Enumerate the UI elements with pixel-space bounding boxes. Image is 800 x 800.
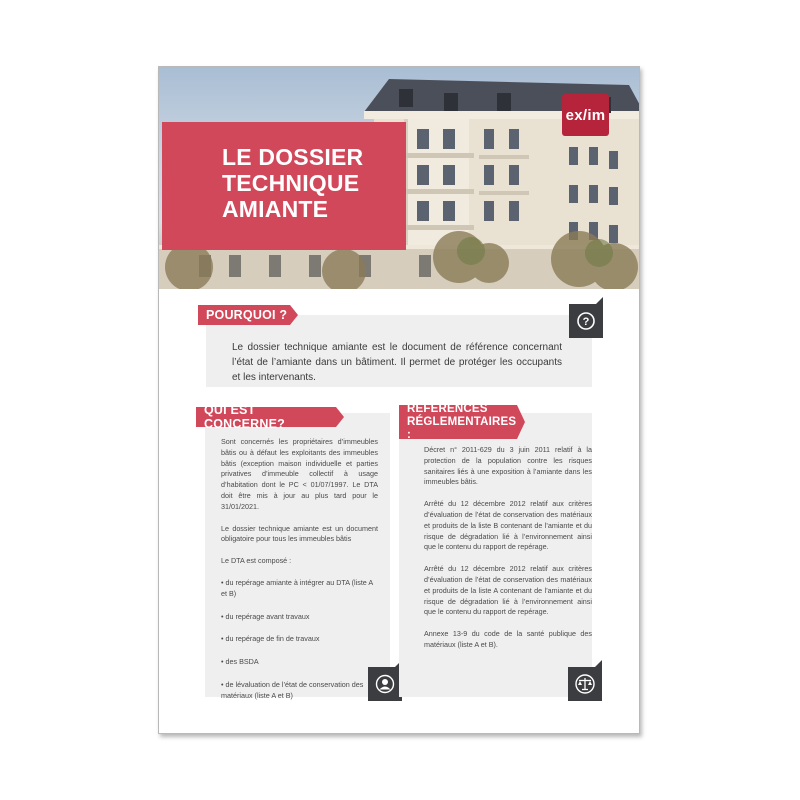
exim-logo: ex/im — [562, 94, 609, 136]
document-page — [158, 66, 640, 734]
refs-heading-line-1: RÉFÉRENCES — [407, 402, 488, 415]
refs-content — [424, 445, 592, 651]
title-line-3: AMIANTE — [222, 196, 329, 222]
list-item: • du repérage amiante à intégrer au DTA (liste A et B) — [221, 577, 373, 598]
list-item: • du repérage avant travaux — [221, 611, 310, 621]
who-content — [221, 437, 378, 714]
who-heading: QUI EST CONCERNE? — [196, 407, 336, 427]
refs-heading-line-2: RÉGLEMENTAIRES : — [407, 415, 517, 441]
dta-components-list — [221, 578, 378, 702]
why-heading: POURQUOI ? — [198, 305, 290, 325]
title-line-2: TECHNIQUE — [222, 170, 360, 196]
why-text: Le dossier technique amiante est le document de référence concernant l’état de l’amiante dans un bâtiment. Il permet de protéger les occupants et les intervenants. — [232, 342, 562, 383]
who-paragraph-2: Le dossier technique amiante est un document obligatoire pour tous les immeubles bâtis — [221, 523, 378, 544]
refs-paragraph-3: Arrêté du 12 décembre 2012 relatif aux critères d’évaluation de l’état de conservation des matériaux et produits de la liste A contenant de l’amiante et du risque de dégradation lié à l’environnement ainsi que le contenu du rapport de repérage. — [424, 564, 592, 617]
question-icon — [576, 311, 596, 331]
list-item: • de lévaluation de l’état de conservation des matériaux (liste A et B) — [221, 679, 364, 700]
hero-building-photo — [159, 67, 640, 289]
who-paragraph-3: Le DTA est composé : — [221, 556, 292, 566]
refs-paragraph-1: Décret n° 2011-629 du 3 juin 2011 relatif à la protection de la population contre les risques sanitaires liés à une exposition à l’amiante dans les immeubles bâtis. — [424, 445, 592, 487]
title-line-1: LE DOSSIER — [222, 144, 364, 170]
user-icon-box — [368, 667, 402, 701]
refs-heading — [399, 402, 517, 441]
list-item: • du repérage de fin de travaux — [221, 634, 320, 644]
list-item: • des BSDA — [221, 657, 259, 667]
user-icon — [375, 674, 395, 694]
refs-paragraph-4: Annexe 13-9 du code de la santé publique des matériaux (liste A et B). — [424, 629, 592, 649]
who-paragraph-1: Sont concernés les propriétaires d’immeubles bâtis ou à défaut les exploitants des immeubles bâtis (exception maison individuelle et parties privatives d’immeuble collectif à usage d’habitation dont le PC < 01/07/1997. Le DTA doit être mis à jour au plus tard pour le 31/01/2021. — [221, 437, 378, 511]
question-icon-box — [569, 304, 603, 338]
scales-icon-box — [568, 667, 602, 701]
scales-icon — [574, 674, 596, 694]
svg-text:?: ? — [582, 316, 590, 328]
refs-paragraph-2: Arrêté du 12 décembre 2012 relatif aux critères d’évaluation de l’état de conservation des matériaux et produits de la liste B contenant de l’amiante et du risque de dégradation lié à l’environnement ainsi que le contenu du rapport de repérage. — [424, 499, 592, 552]
title-banner — [162, 122, 406, 250]
